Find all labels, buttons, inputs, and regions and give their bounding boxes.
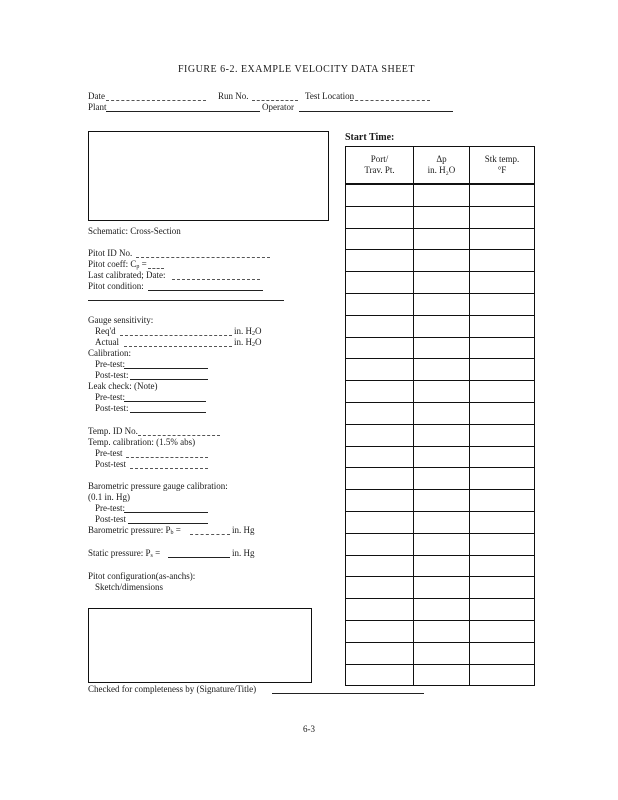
pitot-condition-field[interactable] — [148, 290, 263, 291]
table-cell[interactable] — [414, 315, 470, 337]
velocity-table — [345, 146, 535, 686]
table-cell[interactable] — [346, 533, 414, 555]
leak-pretest-label: Pre-test: — [95, 392, 125, 402]
table-cell[interactable] — [346, 228, 414, 250]
sketch-box[interactable] — [88, 608, 312, 683]
actual-label: Actual — [95, 337, 119, 347]
table-cell[interactable] — [346, 272, 414, 294]
date-label: Date — [88, 91, 105, 101]
table-header-row — [346, 147, 535, 185]
table-cell[interactable] — [470, 490, 535, 512]
temp-pretest-field[interactable] — [126, 457, 208, 458]
table-cell[interactable] — [346, 184, 414, 206]
pitot-condition-label: Pitot condition: — [88, 281, 144, 291]
table-cell[interactable] — [414, 293, 470, 315]
table-cell[interactable] — [414, 620, 470, 642]
table-cell[interactable] — [346, 664, 414, 686]
operator-label: Operator — [262, 102, 294, 112]
table-cell[interactable] — [414, 424, 470, 446]
table-cell[interactable] — [470, 184, 535, 206]
table-cell[interactable] — [414, 468, 470, 490]
table-row — [346, 533, 535, 555]
calibration-pretest-field[interactable] — [124, 368, 208, 369]
table-cell[interactable] — [470, 272, 535, 294]
table-row — [346, 184, 535, 206]
table-cell[interactable] — [346, 315, 414, 337]
static-pressure-label: Static pressure: Ps = — [88, 548, 161, 559]
table-cell[interactable] — [414, 599, 470, 621]
pitot-condition-field-2[interactable] — [88, 300, 284, 301]
table-row — [346, 664, 535, 686]
run-no-field[interactable] — [252, 100, 298, 101]
calibration-label: Calibration: — [88, 348, 131, 358]
table-cell[interactable] — [346, 424, 414, 446]
reqd-label: Req'd — [95, 326, 116, 336]
table-cell[interactable] — [414, 206, 470, 228]
table-row — [346, 381, 535, 403]
col-header-stack-temp: Stk temp. °F — [470, 147, 535, 185]
baro-pressure-label: Barometric pressure: Pb = — [88, 525, 181, 536]
table-cell[interactable] — [414, 250, 470, 272]
table-cell[interactable] — [414, 359, 470, 381]
baro-pretest-label: Pre-test: — [95, 503, 125, 513]
leak-posttest-label: Post-test: — [95, 403, 129, 413]
table-cell[interactable] — [414, 511, 470, 533]
table-cell[interactable] — [470, 446, 535, 468]
table-cell[interactable] — [470, 337, 535, 359]
table-cell[interactable] — [346, 642, 414, 664]
baro-calibration-label: Barometric pressure gauge calibration: — [88, 481, 228, 491]
actual-unit: in. H2O — [234, 337, 262, 348]
table-cell[interactable] — [414, 228, 470, 250]
table-cell[interactable] — [346, 555, 414, 577]
actual-field[interactable] — [124, 346, 232, 347]
plant-label: Plant — [88, 102, 107, 112]
static-pressure-unit: in. Hg — [232, 548, 255, 558]
table-cell[interactable] — [470, 511, 535, 533]
schematic-label: Schematic: Cross-Section — [88, 226, 181, 236]
date-field[interactable] — [106, 100, 206, 101]
last-calibrated-label: Last calibrated; Date: — [88, 270, 166, 280]
col-header-port: Port/ Trav. Pt. — [346, 147, 414, 185]
table-row — [346, 555, 535, 577]
static-pressure-field[interactable] — [168, 557, 230, 558]
table-row — [346, 446, 535, 468]
table-cell[interactable] — [470, 293, 535, 315]
table-cell[interactable] — [346, 577, 414, 599]
table-cell[interactable] — [346, 468, 414, 490]
table-cell[interactable] — [346, 402, 414, 424]
table-cell[interactable] — [346, 359, 414, 381]
table-cell[interactable] — [470, 533, 535, 555]
table-cell[interactable] — [346, 381, 414, 403]
table-cell[interactable] — [414, 490, 470, 512]
pitot-id-field[interactable] — [136, 257, 270, 258]
reqd-unit: in. H2O — [234, 326, 262, 337]
table-cell[interactable] — [346, 293, 414, 315]
table-cell[interactable] — [470, 664, 535, 686]
table-cell[interactable] — [470, 620, 535, 642]
table-cell[interactable] — [346, 599, 414, 621]
baro-posttest-field[interactable] — [128, 523, 208, 524]
pitot-config-label: Pitot configuration(as-anchs): — [88, 571, 196, 581]
table-row — [346, 337, 535, 359]
start-time-label: Start Time: — [345, 132, 395, 143]
table-cell[interactable] — [414, 664, 470, 686]
leak-posttest-field[interactable] — [130, 412, 206, 413]
table-cell[interactable] — [470, 599, 535, 621]
sketch-label: Sketch/dimensions — [95, 582, 163, 592]
baro-pressure-field[interactable] — [190, 534, 230, 535]
pitot-id-label: Pitot ID No. — [88, 248, 133, 258]
pitot-coeff-label: Pitot coeff: Cp = — [88, 259, 147, 270]
calibration-posttest-label: Post-test: — [95, 370, 129, 380]
table-row — [346, 490, 535, 512]
table-row — [346, 402, 535, 424]
table-row — [346, 228, 535, 250]
table-cell[interactable] — [414, 381, 470, 403]
temp-id-field[interactable] — [138, 435, 220, 436]
test-location-field[interactable] — [350, 100, 430, 101]
table-cell[interactable] — [346, 337, 414, 359]
checked-signature-field[interactable] — [272, 693, 424, 694]
baro-posttest-label: Post-test — [95, 514, 127, 524]
table-cell[interactable] — [470, 359, 535, 381]
table-row — [346, 359, 535, 381]
table-cell[interactable] — [470, 315, 535, 337]
table-cell[interactable] — [470, 424, 535, 446]
table-cell[interactable] — [414, 446, 470, 468]
table-cell[interactable] — [470, 642, 535, 664]
table-row — [346, 315, 535, 337]
run-no-label: Run No. — [218, 91, 249, 101]
calibration-pretest-label: Pre-test: — [95, 359, 125, 369]
leak-pretest-field[interactable] — [124, 401, 206, 402]
temp-posttest-label: Post-test — [95, 459, 127, 469]
table-row — [346, 599, 535, 621]
table-row — [346, 424, 535, 446]
table-cell[interactable] — [414, 402, 470, 424]
table-row — [346, 272, 535, 294]
checked-label: Checked for completeness by (Signature/Title) — [88, 684, 257, 694]
table-row — [346, 642, 535, 664]
page-number: 6-3 — [303, 724, 315, 734]
temp-calibration-label: Temp. calibration: (1.5% abs) — [88, 437, 196, 447]
table-cell[interactable] — [470, 206, 535, 228]
table-cell[interactable] — [414, 577, 470, 599]
baro-pretest-field[interactable] — [124, 512, 208, 513]
table-cell[interactable] — [414, 337, 470, 359]
table-cell[interactable] — [470, 468, 535, 490]
baro-tolerance-label: (0.1 in. Hg) — [88, 492, 130, 502]
temp-id-label: Temp. ID No. — [88, 426, 138, 436]
last-calibrated-field[interactable] — [172, 279, 260, 280]
temp-posttest-field[interactable] — [130, 468, 208, 469]
table-cell[interactable] — [470, 555, 535, 577]
temp-pretest-label: Pre-test — [95, 448, 123, 458]
baro-pressure-unit: in. Hg — [232, 525, 255, 535]
table-cell[interactable] — [470, 381, 535, 403]
table-cell[interactable] — [414, 555, 470, 577]
table-cell[interactable] — [346, 446, 414, 468]
page-title: FIGURE 6-2. EXAMPLE VELOCITY DATA SHEET — [178, 64, 416, 75]
table-cell[interactable] — [470, 228, 535, 250]
table-cell[interactable] — [470, 250, 535, 272]
reqd-field[interactable] — [120, 335, 232, 336]
table-cell[interactable] — [414, 642, 470, 664]
table-row — [346, 620, 535, 642]
table-cell[interactable] — [346, 250, 414, 272]
table-cell[interactable] — [346, 620, 414, 642]
pitot-coeff-field[interactable] — [148, 268, 164, 269]
table-cell[interactable] — [414, 533, 470, 555]
table-row — [346, 468, 535, 490]
test-location-label: Test Location — [305, 91, 355, 101]
table-cell[interactable] — [470, 577, 535, 599]
calibration-posttest-field[interactable] — [130, 379, 208, 380]
table-row — [346, 206, 535, 228]
table-cell[interactable] — [346, 206, 414, 228]
table-row — [346, 577, 535, 599]
table-cell[interactable] — [414, 184, 470, 206]
table-cell[interactable] — [346, 511, 414, 533]
leak-check-label: Leak check: (Note) — [88, 381, 158, 391]
col-header-dp: Δp in. H₂O — [414, 147, 470, 185]
table-cell[interactable] — [414, 272, 470, 294]
gauge-sensitivity-label: Gauge sensitivity: — [88, 315, 154, 325]
table-row — [346, 511, 535, 533]
schematic-box[interactable] — [88, 131, 329, 221]
table-row — [346, 293, 535, 315]
operator-field[interactable] — [299, 111, 453, 112]
plant-field[interactable] — [106, 111, 260, 112]
table-cell[interactable] — [470, 402, 535, 424]
table-row — [346, 250, 535, 272]
table-cell[interactable] — [346, 490, 414, 512]
